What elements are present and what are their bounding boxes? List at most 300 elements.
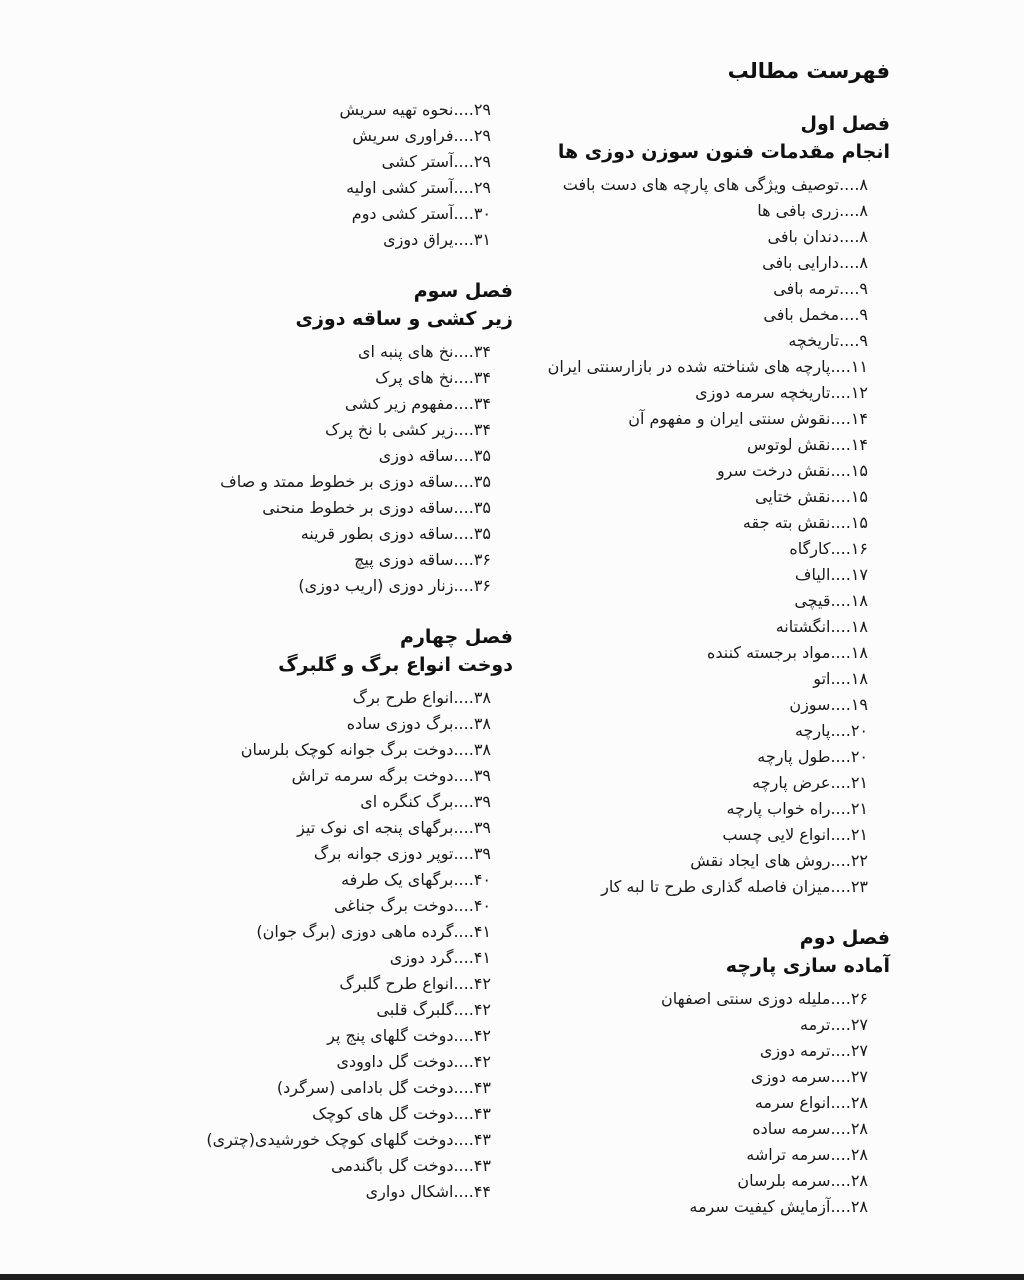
- toc-entry: [93, 763, 513, 789]
- dot-leader: ....: [453, 342, 474, 361]
- toc-entry: [93, 547, 513, 573]
- dot-leader: ....: [830, 851, 851, 870]
- entry-title: برگهای پنجه ای نوک تیز: [297, 818, 454, 837]
- toc-entry: [470, 770, 890, 796]
- dot-leader: ....: [453, 714, 474, 733]
- toc-section: [93, 623, 513, 1205]
- entry-title: دوخت گل باگندمی: [331, 1156, 454, 1175]
- dot-leader: ....: [839, 227, 860, 246]
- page-number: ۱۸: [850, 591, 868, 610]
- dot-leader: ....: [830, 617, 851, 636]
- dot-leader: ....: [839, 201, 860, 220]
- page-number: ۹: [859, 305, 868, 324]
- toc-entry: [470, 1168, 890, 1194]
- toc-entry: [470, 276, 890, 302]
- dot-leader: ....: [830, 1015, 851, 1034]
- page-number: ۴۲: [473, 974, 491, 993]
- entry-title: ساقه دوزی: [378, 446, 454, 465]
- page-number: ۲۸: [850, 1093, 868, 1112]
- entry-title: نقش ختایی: [755, 487, 831, 506]
- toc-entry: [93, 737, 513, 763]
- toc-entry: [470, 848, 890, 874]
- entry-title: انگشتانه: [775, 617, 831, 636]
- toc-entry: [470, 1194, 890, 1220]
- dot-leader: ....: [830, 695, 851, 714]
- page-number: ۱۵: [850, 487, 868, 506]
- entry-title: مخمل بافی: [763, 305, 840, 324]
- entry-title: روش های ایجاد نقش: [690, 851, 831, 870]
- dot-leader: ....: [453, 368, 474, 387]
- toc-entry-list: [470, 986, 890, 1220]
- toc-entry: [93, 521, 513, 547]
- toc-entry: [470, 562, 890, 588]
- toc-entry: [470, 224, 890, 250]
- entry-title: سرمه دوزی: [750, 1067, 831, 1086]
- page-number: ۹: [859, 279, 868, 298]
- dot-leader: ....: [453, 896, 474, 915]
- entry-title: نقش بته جقه: [742, 513, 831, 532]
- entry-title: برگ دوزی ساده: [346, 714, 454, 733]
- entry-title: آستر کشی: [381, 152, 454, 171]
- dot-leader: ....: [453, 550, 474, 569]
- toc-entry: [470, 1142, 890, 1168]
- entry-title: نقش درخت سرو: [716, 461, 831, 480]
- toc-entry: [470, 986, 890, 1012]
- entry-title: انواع طرح گلبرگ: [339, 974, 454, 993]
- dot-leader: ....: [839, 175, 860, 194]
- entry-title: برگهای یک طرفه: [341, 870, 454, 889]
- dot-leader: ....: [453, 1104, 474, 1123]
- toc-entry: [93, 365, 513, 391]
- toc-entry: [93, 711, 513, 737]
- page-number: ۳۴: [473, 420, 491, 439]
- entry-title: کارگاه: [789, 539, 831, 558]
- toc-entry: [93, 339, 513, 365]
- dot-leader: ....: [453, 688, 474, 707]
- entry-title: آزمایش کیفیت سرمه: [689, 1197, 831, 1216]
- dot-leader: ....: [830, 877, 851, 896]
- page-number: ۳۶: [473, 576, 491, 595]
- toc-section: [470, 924, 890, 1220]
- entry-title: فراوری سریش: [352, 126, 454, 145]
- toc-column-left: [93, 97, 513, 1205]
- toc-entry: [470, 822, 890, 848]
- toc-entry: [93, 1153, 513, 1179]
- chapter-subtitle: زیر کشی و ساقه دوزی: [295, 308, 513, 330]
- page-number: ۳۸: [473, 714, 491, 733]
- entry-title: دوخت گل داوودی: [336, 1052, 454, 1071]
- toc-entry: [470, 874, 890, 900]
- dot-leader: ....: [453, 1182, 474, 1201]
- page-number: ۸: [859, 175, 868, 194]
- page-number: ۲۱: [850, 799, 868, 818]
- entry-title: گرد دوزی: [389, 948, 454, 967]
- entry-title: طول پارچه: [757, 747, 831, 766]
- page-number: ۴۲: [473, 1052, 491, 1071]
- dot-leader: ....: [453, 126, 474, 145]
- dot-leader: ....: [830, 1171, 851, 1190]
- dot-leader: ....: [453, 178, 474, 197]
- entry-title: ترمه بافی: [773, 279, 840, 298]
- dot-leader: ....: [839, 331, 860, 350]
- page-number: ۴۱: [473, 922, 491, 941]
- entry-title: مواد برجسته کننده: [706, 643, 831, 662]
- toc-entry: [470, 432, 890, 458]
- page-number: ۲۷: [850, 1015, 868, 1034]
- toc-entry: [470, 328, 890, 354]
- dot-leader: ....: [453, 204, 474, 223]
- entry-title: ترمه دوزی: [759, 1041, 831, 1060]
- toc-entry: [93, 789, 513, 815]
- entry-title: زنار دوزی (اریب دوزی): [298, 576, 454, 595]
- entry-title: زری بافی ها: [757, 201, 840, 220]
- page-number: ۴۰: [473, 870, 491, 889]
- dot-leader: ....: [830, 435, 851, 454]
- entry-title: تاریخچه سرمه دوزی: [695, 383, 831, 402]
- entry-title: میزان فاصله گذاری طرح تا لبه کار: [601, 877, 831, 896]
- entry-title: عرض پارچه: [752, 773, 831, 792]
- dot-leader: ....: [830, 669, 851, 688]
- page-number: ۸: [859, 201, 868, 220]
- dot-leader: ....: [830, 1197, 851, 1216]
- page-number: ۲۳: [850, 877, 868, 896]
- toc-entry: [93, 685, 513, 711]
- dot-leader: ....: [830, 1067, 851, 1086]
- entry-title: آستر کشی اولیه: [346, 178, 454, 197]
- dot-leader: ....: [453, 100, 474, 119]
- dot-leader: ....: [453, 1052, 474, 1071]
- toc-entry: [93, 1127, 513, 1153]
- toc-entry: [470, 666, 890, 692]
- toc-entry: [93, 123, 513, 149]
- toc-entry: [470, 1012, 890, 1038]
- entry-title: توصیف ویژگی های پارچه های دست بافت: [562, 175, 840, 194]
- dot-leader: ....: [453, 844, 474, 863]
- page-number: ۴۳: [473, 1078, 491, 1097]
- entry-title: دوخت برگ جوانه کوچک بلرسان: [240, 740, 454, 759]
- entry-title: پارچه های شناخته شده در بازارسنتی ایران: [547, 357, 831, 376]
- page-number: ۲۹: [473, 126, 491, 145]
- dot-leader: ....: [830, 539, 851, 558]
- toc-entry: [470, 718, 890, 744]
- page-number: ۳۸: [473, 740, 491, 759]
- page-number: ۳۶: [473, 550, 491, 569]
- dot-leader: ....: [830, 1119, 851, 1138]
- entry-title: توپر دوزی جوانه برگ: [313, 844, 454, 863]
- toc-entry: [470, 536, 890, 562]
- toc-entry: [470, 354, 890, 380]
- entry-title: نخ های پرک: [375, 368, 454, 387]
- dot-leader: ....: [830, 773, 851, 792]
- page-number: ۲۸: [850, 1145, 868, 1164]
- toc-entry: [470, 1064, 890, 1090]
- page-number: ۲۶: [850, 989, 868, 1008]
- toc-entry: [93, 1179, 513, 1205]
- toc-entry: [93, 867, 513, 893]
- toc-entry: [93, 149, 513, 175]
- toc-column-right: [470, 56, 890, 1220]
- entry-title: الیاف: [794, 565, 831, 584]
- entry-title: پارچه: [794, 721, 831, 740]
- dot-leader: ....: [839, 253, 860, 272]
- toc-entry: [93, 469, 513, 495]
- toc-entry: [93, 417, 513, 443]
- dot-leader: ....: [830, 513, 851, 532]
- page-number: ۲۷: [850, 1041, 868, 1060]
- page-number: ۳۱: [473, 230, 491, 249]
- page-number: ۲۰: [850, 721, 868, 740]
- entry-title: ساقه دوزی بر خطوط ممتد و صاف: [220, 472, 454, 491]
- page-number: ۱۵: [850, 461, 868, 480]
- page-number: ۱۱: [850, 357, 868, 376]
- page-number: ۸: [859, 253, 868, 272]
- entry-title: دوخت گلهای کوچک خورشیدی(چتری): [206, 1130, 454, 1149]
- page-number: ۲۸: [850, 1171, 868, 1190]
- toc-entry: [93, 945, 513, 971]
- page-number: ۴۳: [473, 1104, 491, 1123]
- page-number: ۴۳: [473, 1130, 491, 1149]
- dot-leader: ....: [453, 792, 474, 811]
- page-number: ۱۲: [850, 383, 868, 402]
- page-number: ۴۱: [473, 948, 491, 967]
- toc-entry: [93, 1023, 513, 1049]
- toc-entry: [93, 1049, 513, 1075]
- dot-leader: ....: [839, 279, 860, 298]
- entry-title: دوخت برگه سرمه تراش: [291, 766, 454, 785]
- page-number: ۲۱: [850, 773, 868, 792]
- toc-entry: [470, 510, 890, 536]
- toc-entry: [470, 1090, 890, 1116]
- toc-entry-list: [93, 97, 513, 253]
- dot-leader: ....: [453, 1000, 474, 1019]
- page-number: ۱۷: [850, 565, 868, 584]
- toc-section: [470, 110, 890, 900]
- dot-leader: ....: [453, 1026, 474, 1045]
- dot-leader: ....: [830, 565, 851, 584]
- dot-leader: ....: [830, 643, 851, 662]
- dot-leader: ....: [453, 498, 474, 517]
- dot-leader: ....: [453, 740, 474, 759]
- toc-entry: [470, 250, 890, 276]
- entry-title: گرده ماهی دوزی (برگ جوان): [256, 922, 454, 941]
- toc-entry: [93, 1101, 513, 1127]
- toc-entry: [93, 495, 513, 521]
- page-number: ۲۰: [850, 747, 868, 766]
- dot-leader: ....: [830, 747, 851, 766]
- toc-entry: [470, 588, 890, 614]
- dot-leader: ....: [453, 152, 474, 171]
- page-number: ۲۱: [850, 825, 868, 844]
- page-number: ۳۰: [473, 204, 491, 223]
- page-number: ۴۲: [473, 1026, 491, 1045]
- page-number: ۳۹: [473, 792, 491, 811]
- entry-title: اتو: [813, 669, 831, 688]
- dot-leader: ....: [453, 948, 474, 967]
- page-number: ۲۸: [850, 1197, 868, 1216]
- toc-entry-list: [93, 339, 513, 599]
- entry-title: دوخت گلهای پنج پر: [327, 1026, 454, 1045]
- page-number: ۳۴: [473, 342, 491, 361]
- toc-entry: [93, 893, 513, 919]
- page-number: ۱۴: [850, 409, 868, 428]
- dot-leader: ....: [830, 721, 851, 740]
- dot-leader: ....: [830, 1145, 851, 1164]
- dot-leader: ....: [830, 591, 851, 610]
- page-number: ۳۵: [473, 498, 491, 517]
- toc-entry: [93, 97, 513, 123]
- page-number: ۳۴: [473, 394, 491, 413]
- entry-title: برگ کنگره ای: [360, 792, 454, 811]
- toc-entry: [470, 172, 890, 198]
- chapter-heading: فصل اول: [800, 113, 890, 135]
- page-number: ۴۳: [473, 1156, 491, 1175]
- dot-leader: ....: [830, 487, 851, 506]
- chapter-subtitle: آماده سازی پارچه: [725, 955, 890, 977]
- entry-title: ملیله دوزی سنتی اصفهان: [661, 989, 831, 1008]
- entry-title: ساقه دوزی بطور قرینه: [300, 524, 454, 543]
- dot-leader: ....: [453, 420, 474, 439]
- entry-title: انواع لایی چسب: [722, 825, 831, 844]
- toc-entry: [93, 841, 513, 867]
- chapter-heading: فصل چهارم: [400, 626, 513, 648]
- toc-entry: [93, 227, 513, 253]
- dot-leader: ....: [453, 1156, 474, 1175]
- dot-leader: ....: [453, 394, 474, 413]
- entry-title: سرمه ساده: [752, 1119, 831, 1138]
- page-number: ۱۶: [850, 539, 868, 558]
- entry-title: اشکال دواری: [365, 1182, 454, 1201]
- entry-title: نقوش سنتی ایران و مفهوم آن: [628, 409, 831, 428]
- entry-title: دندان بافی: [767, 227, 840, 246]
- toc-entry: [93, 201, 513, 227]
- page-number: ۳۴: [473, 368, 491, 387]
- toc-entry-list: [93, 685, 513, 1205]
- toc-entry: [470, 302, 890, 328]
- dot-leader: ....: [830, 825, 851, 844]
- page-number: ۱۴: [850, 435, 868, 454]
- toc-entry: [470, 1116, 890, 1142]
- toc-entry: [93, 919, 513, 945]
- entry-title: مفهوم زیر کشی: [344, 394, 454, 413]
- toc-entry: [470, 744, 890, 770]
- dot-leader: ....: [453, 524, 474, 543]
- entry-title: سوزن: [789, 695, 831, 714]
- dot-leader: ....: [453, 766, 474, 785]
- dot-leader: ....: [453, 922, 474, 941]
- toc-entry: [470, 796, 890, 822]
- chapter-subtitle: انجام مقدمات فنون سوزن دوزی ها: [557, 141, 890, 163]
- entry-title: دوخت گل بادامی (سرگرد): [276, 1078, 454, 1097]
- page-number: ۳۹: [473, 766, 491, 785]
- dot-leader: ....: [453, 230, 474, 249]
- entry-title: ساقه دوزی بر خطوط منحنی: [262, 498, 454, 517]
- page-number: ۴۴: [473, 1182, 491, 1201]
- page-number: ۱۸: [850, 643, 868, 662]
- page-number: ۳۸: [473, 688, 491, 707]
- toc-entry: [470, 406, 890, 432]
- dot-leader: ....: [830, 461, 851, 480]
- entry-title: دوخت گل های کوچک: [312, 1104, 454, 1123]
- toc-entry: [93, 175, 513, 201]
- dot-leader: ....: [830, 357, 851, 376]
- page-number: ۲۹: [473, 152, 491, 171]
- toc-entry: [470, 692, 890, 718]
- page-number: ۲۹: [473, 100, 491, 119]
- chapter-heading: فصل سوم: [413, 280, 513, 302]
- toc-entry: [93, 391, 513, 417]
- chapter-subtitle: دوخت انواع برگ و گلبرگ: [278, 654, 513, 676]
- page-number: ۱۹: [850, 695, 868, 714]
- page-number: ۱۵: [850, 513, 868, 532]
- toc-entry-list: [470, 172, 890, 900]
- entry-title: تاریخچه: [788, 331, 840, 350]
- page-number: ۲۲: [850, 851, 868, 870]
- page-number: ۳۵: [473, 524, 491, 543]
- entry-title: نقش لوتوس: [747, 435, 831, 454]
- entry-title: یراق دوزی: [383, 230, 454, 249]
- page-number: ۳۹: [473, 818, 491, 837]
- dot-leader: ....: [830, 1041, 851, 1060]
- toc-entry: [93, 971, 513, 997]
- dot-leader: ....: [453, 974, 474, 993]
- page-title: فهرست مطالب: [727, 59, 890, 83]
- toc-section: [93, 97, 513, 253]
- entry-title: نخ های پنبه ای: [357, 342, 454, 361]
- entry-title: زیر کشی با نخ پرک: [325, 420, 454, 439]
- toc-entry: [470, 614, 890, 640]
- page-number: ۹: [859, 331, 868, 350]
- toc-entry: [470, 198, 890, 224]
- entry-title: انواع طرح برگ: [352, 688, 454, 707]
- entry-title: دارایی بافی: [762, 253, 840, 272]
- entry-title: راه خواب پارچه: [726, 799, 831, 818]
- bottom-edge-bar: [0, 1274, 1024, 1280]
- toc-entry: [470, 380, 890, 406]
- page-number: ۳۵: [473, 446, 491, 465]
- page-number: ۱۸: [850, 669, 868, 688]
- entry-title: نحوه تهیه سریش: [339, 100, 454, 119]
- toc-section: [93, 277, 513, 599]
- chapter-heading: فصل دوم: [799, 927, 890, 949]
- toc-entry: [470, 484, 890, 510]
- toc-entry: [93, 1075, 513, 1101]
- dot-leader: ....: [830, 409, 851, 428]
- toc-entry: [470, 1038, 890, 1064]
- entry-title: آستر کشی دوم: [351, 204, 454, 223]
- entry-title: ترمه: [800, 1015, 831, 1034]
- toc-entry: [93, 997, 513, 1023]
- dot-leader: ....: [453, 870, 474, 889]
- entry-title: گلبرگ قلبی: [376, 1000, 454, 1019]
- dot-leader: ....: [453, 818, 474, 837]
- page-number: ۳۵: [473, 472, 491, 491]
- dot-leader: ....: [453, 1078, 474, 1097]
- entry-title: سرمه بلرسان: [737, 1171, 831, 1190]
- page-number: ۲۹: [473, 178, 491, 197]
- dot-leader: ....: [830, 383, 851, 402]
- page-number: ۲۷: [850, 1067, 868, 1086]
- dot-leader: ....: [453, 446, 474, 465]
- dot-leader: ....: [839, 305, 860, 324]
- page-number: ۲۸: [850, 1119, 868, 1138]
- toc-entry: [93, 815, 513, 841]
- page-number: ۳۹: [473, 844, 491, 863]
- page-number: ۸: [859, 227, 868, 246]
- dot-leader: ....: [830, 989, 851, 1008]
- toc-entry: [93, 573, 513, 599]
- page-number: ۴۰: [473, 896, 491, 915]
- toc-entry: [470, 640, 890, 666]
